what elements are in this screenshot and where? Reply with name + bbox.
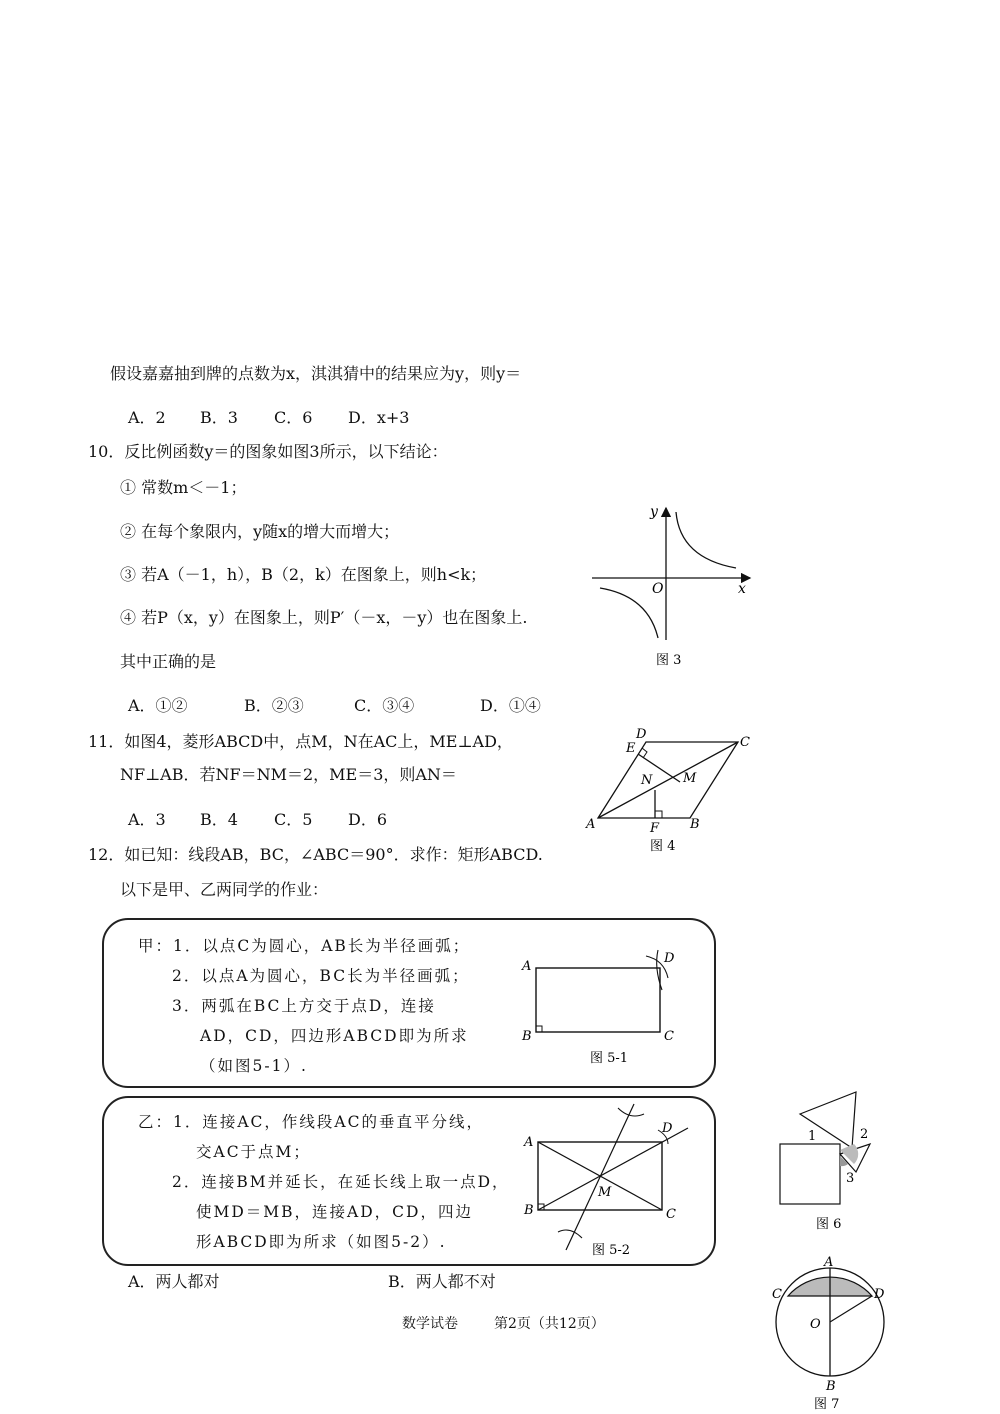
q10-statement-1: ① 常数m＜－1； [120, 478, 247, 497]
figure-5-1 [518, 944, 698, 1074]
fig4-label-f: F [650, 821, 660, 836]
fig7-label-b: B [826, 1379, 836, 1394]
fig7-label-c: C [772, 1287, 782, 1302]
fig52-label-c: C [666, 1207, 676, 1222]
fig4-label-d: D [636, 727, 647, 742]
q10-option-c: C．③④ [354, 696, 415, 715]
yi-step-2: 2．连接BM并延长，在延长线上取一点D， [172, 1173, 510, 1191]
fig7-caption: 图 7 [814, 1397, 840, 1412]
fig7-label-a: A [824, 1255, 834, 1270]
q11-option-c: C．5 [274, 810, 313, 829]
jia-step-2: 2．以点A为圆心，BC长为半径画弧； [172, 967, 470, 985]
fig52-label-b: B [524, 1203, 534, 1218]
fig4-label-n: N [641, 773, 653, 788]
fig51-label-b: B [522, 1029, 532, 1044]
q11-line-1: 11．如图4，菱形ABCD中，点M，N在AC上，ME⊥AD， [88, 732, 513, 751]
q9-option-c: C．6 [274, 408, 313, 427]
fig51-caption: 图 5-1 [590, 1051, 629, 1066]
fig3-y-label: y [650, 504, 658, 520]
fig6-caption: 图 6 [816, 1217, 842, 1232]
fig3-x-label: x [738, 581, 746, 597]
q10-option-b: B．②③ [244, 696, 304, 715]
footer-page-number: 第2页（共12页） [494, 1316, 605, 1332]
fig51-label-a: A [522, 959, 532, 974]
q10-option-a: A．①② [128, 696, 188, 715]
q9-option-d: D．x+3 [348, 408, 410, 427]
q11-line-2: NF⊥AB．若NF＝NM＝2，ME＝3，则AN＝ [120, 765, 457, 784]
figure-4-rhombus [580, 722, 755, 857]
fig3-origin-label: O [652, 581, 664, 597]
fig51-label-c: C [664, 1029, 674, 1044]
fig51-label-d: D [664, 951, 675, 966]
figure-6 [770, 1086, 880, 1236]
fig7-label-o: O [810, 1317, 821, 1332]
q12-line-2: 以下是甲、乙两同学的作业： [120, 880, 329, 899]
fig4-label-b: B [690, 817, 700, 832]
q12-option-a: A．两人都对 [128, 1272, 220, 1291]
q9-line: 假设嘉嘉抽到牌的点数为x，淇淇猜中的结果应为y，则y＝ [110, 364, 522, 383]
yi-step-2-end: 形ABCD即为所求（如图5-2）. [196, 1233, 447, 1251]
jia-step-3: 3．两弧在BC上方交于点D，连接 [172, 997, 436, 1015]
fig4-label-c: C [740, 735, 750, 750]
q10-option-d: D．①④ [480, 696, 541, 715]
yi-step-2-cont: 使MD＝MB，连接AD，CD，四边 [196, 1203, 473, 1221]
fig4-label-a: A [586, 817, 596, 832]
yi-step-1: 乙：1．连接AC，作线段AC的垂直平分线， [138, 1113, 484, 1131]
figure-7-circle [766, 1254, 896, 1414]
fig52-label-a: A [524, 1135, 534, 1150]
footer-subject: 数学试卷 [402, 1316, 458, 1332]
fig4-label-m: M [683, 771, 697, 786]
fig6-label-2: 2 [860, 1127, 869, 1142]
fig52-label-m: M [598, 1185, 612, 1200]
figure-5-2 [518, 1100, 698, 1262]
fig7-label-d: D [874, 1287, 885, 1302]
q11-option-b: B．4 [200, 810, 238, 829]
fig3-caption: 图 3 [656, 653, 682, 668]
q12-option-b: B．两人都不对 [388, 1272, 496, 1291]
jia-step-1: 甲：1．以点C为圆心，AB长为半径画弧； [138, 937, 471, 955]
fig6-label-1: 1 [808, 1129, 817, 1144]
q10-statement-2: ② 在每个象限内，y随x的增大而增大； [120, 522, 400, 541]
fig6-label-3: 3 [846, 1171, 855, 1186]
q11-option-d: D．6 [348, 810, 388, 829]
fig52-label-d: D [662, 1121, 673, 1136]
q11-option-a: A．3 [128, 810, 166, 829]
fig4-label-e: E [626, 741, 636, 756]
q10-stem: 10．反比例函数y＝的图象如图3所示，以下结论： [88, 442, 448, 461]
q12-line-1: 12．如已知：线段AB，BC，∠ABC＝90°．求作：矩形ABCD. [88, 845, 543, 864]
jia-step-3-end: （如图5-1）. [200, 1057, 308, 1075]
fig4-caption: 图 4 [650, 839, 676, 854]
yi-step-1-cont: 交AC于点M； [196, 1143, 311, 1161]
figure-3-hyperbola [588, 500, 758, 675]
fig52-caption: 图 5-2 [592, 1243, 631, 1258]
q9-option-a: A．2 [128, 408, 166, 427]
q9-option-b: B．3 [200, 408, 238, 427]
jia-step-3-cont: AD，CD，四边形ABCD即为所求 [200, 1027, 469, 1045]
q10-ask: 其中正确的是 [120, 652, 217, 671]
q10-statement-4: ④ 若P（x，y）在图象上，则P′（－x，－y）也在图象上. [120, 608, 528, 627]
q10-statement-3: ③ 若A（－1，h），B（2，k）在图象上，则h<k； [120, 565, 487, 584]
